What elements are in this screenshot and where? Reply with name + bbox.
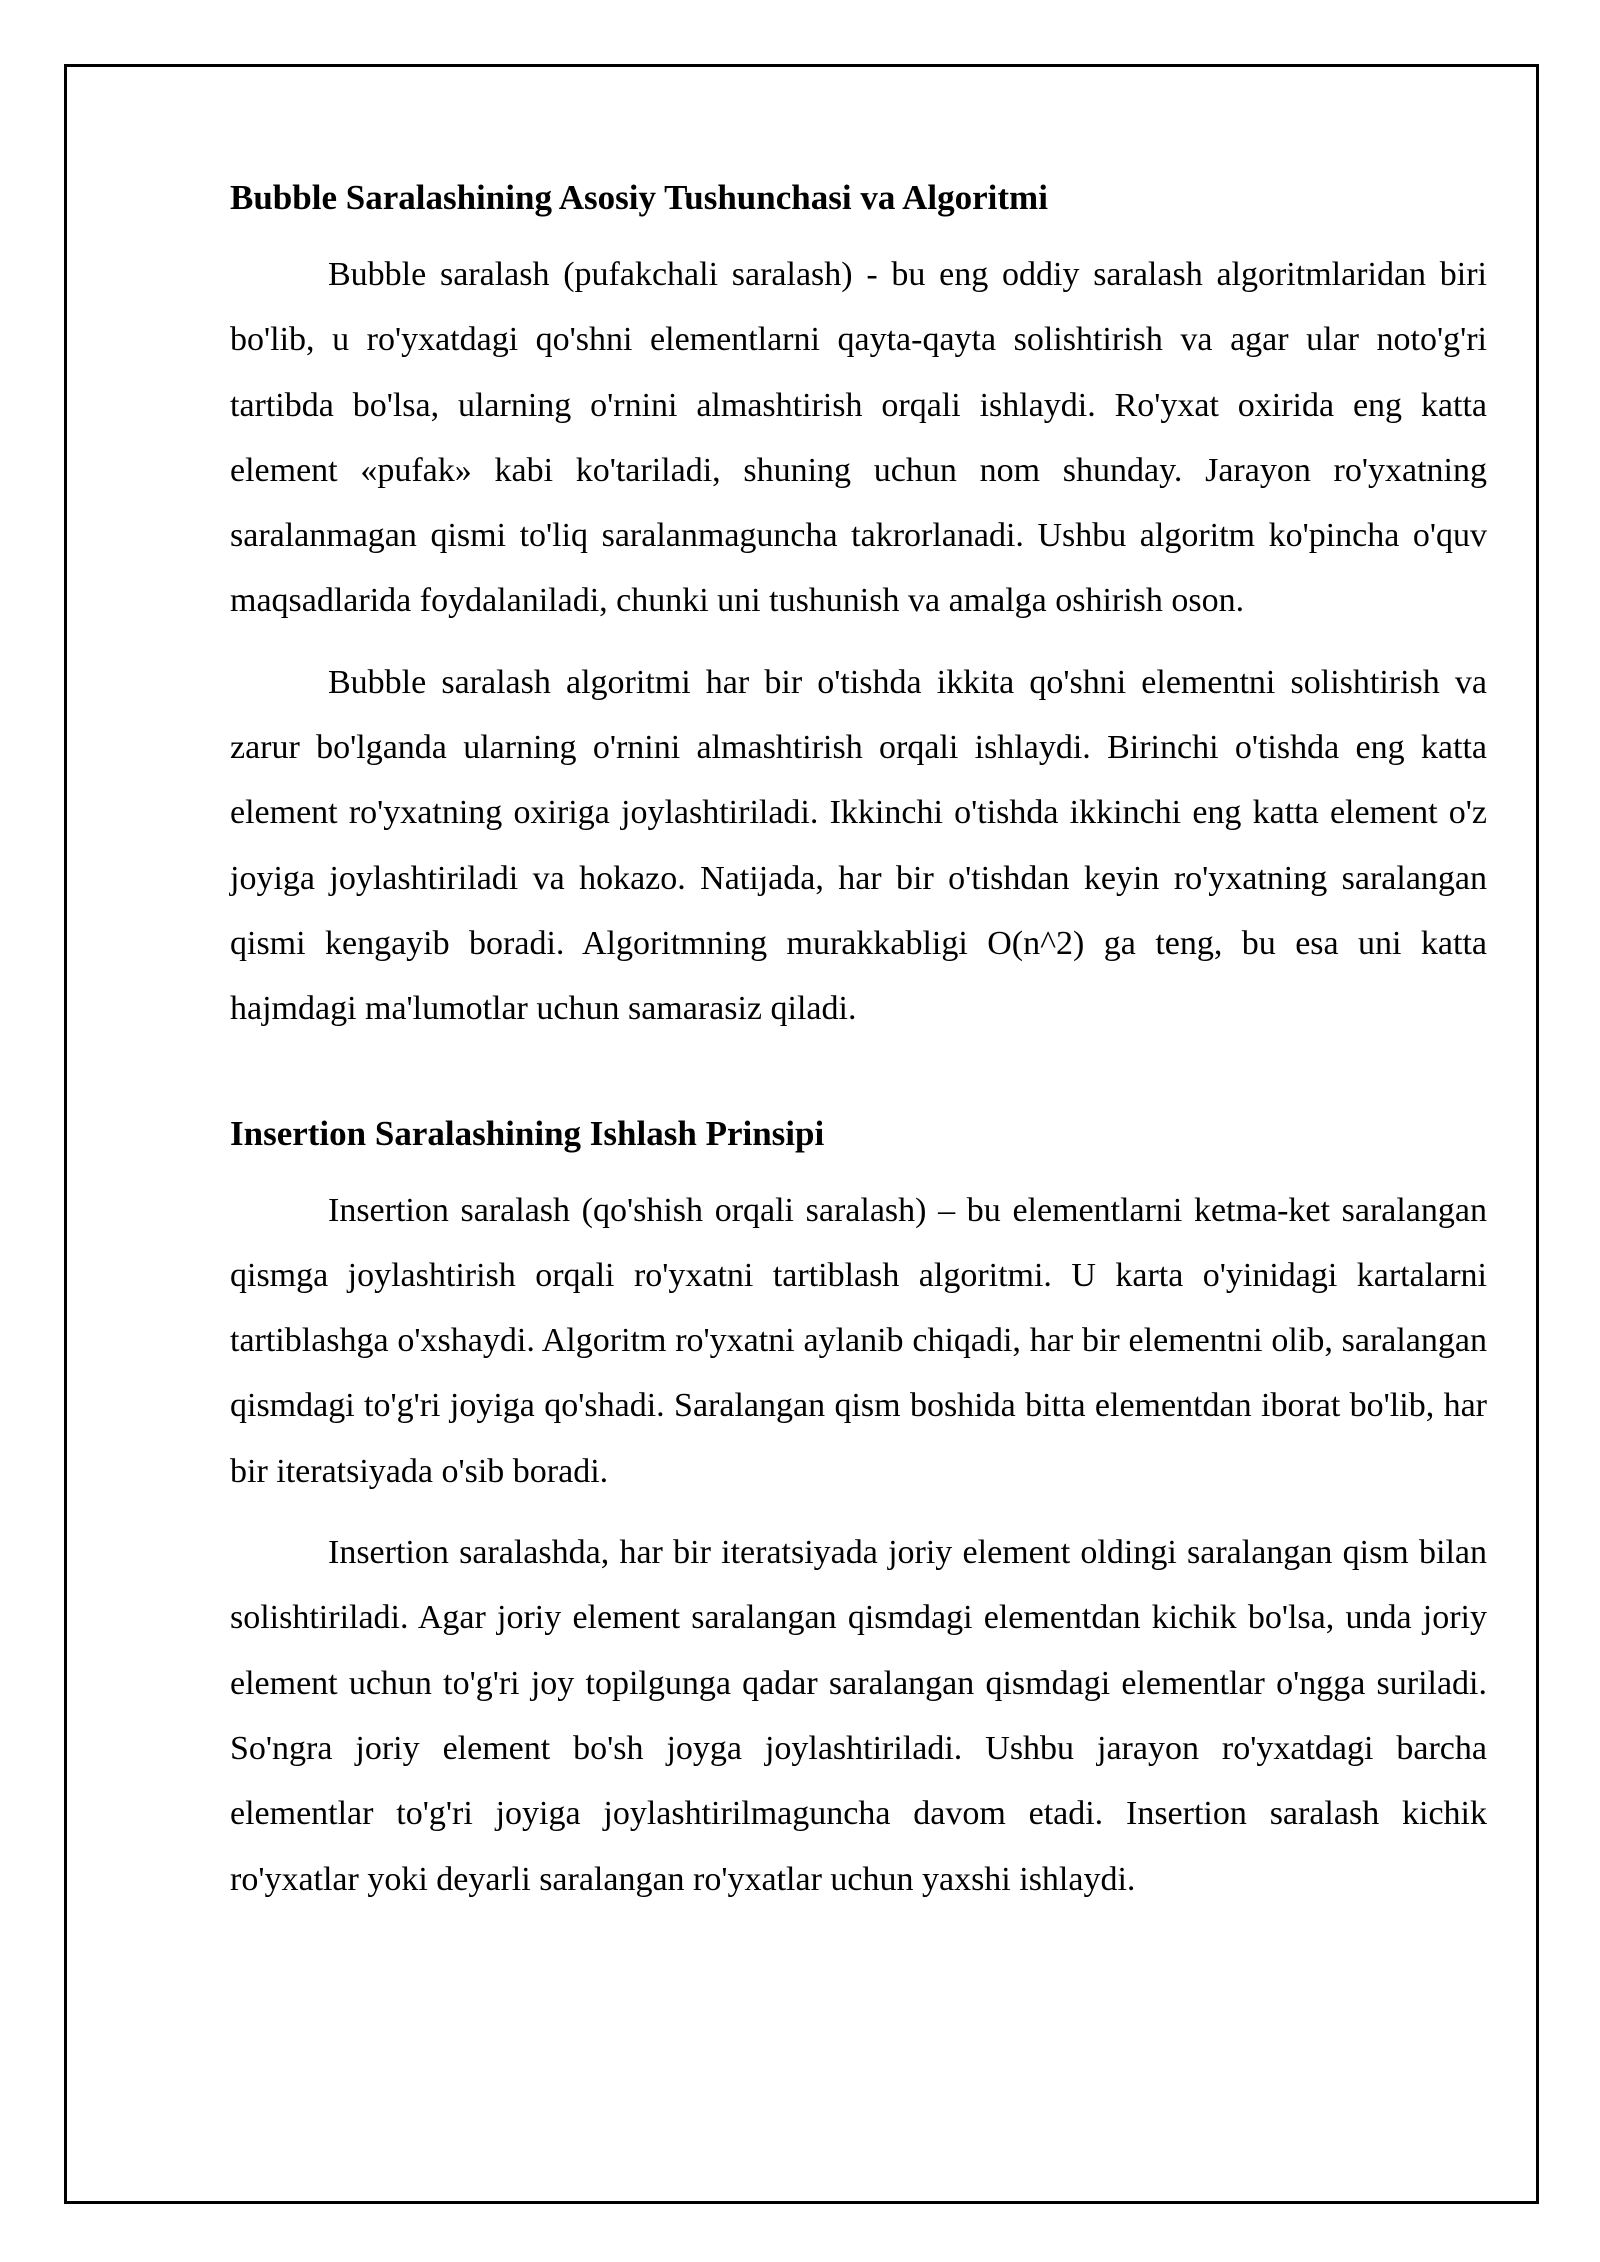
document-body [230, 168, 1487, 1928]
paragraph-insertion-details: Insertion saralashda, har bir iteratsiyada joriy element oldingi saralangan qism bilan solishtiriladi. Agar joriy element saralangan qismdagi elementdan kichik bo'lsa, unda joriy element uchun to'g'ri joy topilgunga qadar saralangan qismdagi elementlar o'ngga suriladi. So'ngra joriy element bo'sh joyga joylashtiriladi. Ushbu jarayon ro'yxatdagi barcha elementlar to'g'ri joyiga joylashtirilmaguncha davom etadi. Insertion saralash kichik ro'yxatlar yoki deyarli saralangan ro'yxatlar uchun yaxshi ishlaydi. [230, 1534, 1487, 1898]
paragraph-insertion-intro: Insertion saralash (qo'shish orqali saralash) – bu elementlarni ketma-ket saralangan qismga joylashtirish orqali ro'yxatni tartiblash algoritmi. U karta o'yinidagi kartalarni tartiblashga o'xshaydi. Algoritm ro'yxatni aylanib chiqadi, har bir elementni olib, saralangan qismdagi to'g'ri joyiga qo'shadi. Saralangan qism boshida bitta elementdan iborat bo'lib, har bir iteratsiyada o'sib boradi. [230, 1191, 1487, 1490]
paragraph-bubble-intro: Bubble saralash (pufakchali saralash) - bu eng oddiy saralash algoritmlaridan biri bo'lib, u ro'yxatdagi qo'shni elementlarni qayta-qayta solishtirish va agar ular noto'g'ri tartibda bo'lsa, ularning o'rnini almashtirish orqali ishlaydi. Ro'yxat oxirida eng katta element «pufak» kabi ko'tariladi, shuning uchun nom shunday. Jarayon ro'yxatning saralanmagan qismi to'liq saralanmaguncha takrorlanadi. Ushbu algoritm ko'pincha o'quv maqsadlarida foydalaniladi, chunki uni tushunish va amalga oshirish oson. [230, 256, 1487, 620]
section-heading-bubble-sort: Bubble Saralashining Asosiy Tushunchasi va Algoritmi [230, 178, 1048, 217]
section-heading-insertion-sort: Insertion Saralashining Ishlash Prinsipi [230, 1113, 825, 1153]
paragraph-bubble-details: Bubble saralash algoritmi har bir o'tishda ikkita qo'shni elementni solishtirish va zarur bo'lganda ularning o'rnini almashtirish orqali ishlaydi. Birinchi o'tishda eng katta element ro'yxatning oxiriga joylashtiriladi. Ikkinchi o'tishda ikkinchi eng katta element o'z joyiga joylashtiriladi va hokazo. Natijada, har bir o'tishdan keyin ro'yxatning saralangan qismi kengayib boradi. Algoritmning murakkabligi O(n^2) ga teng, bu esa uni katta hajmdagi ma'lumotlar uchun samarasiz qiladi. [230, 663, 1487, 1028]
